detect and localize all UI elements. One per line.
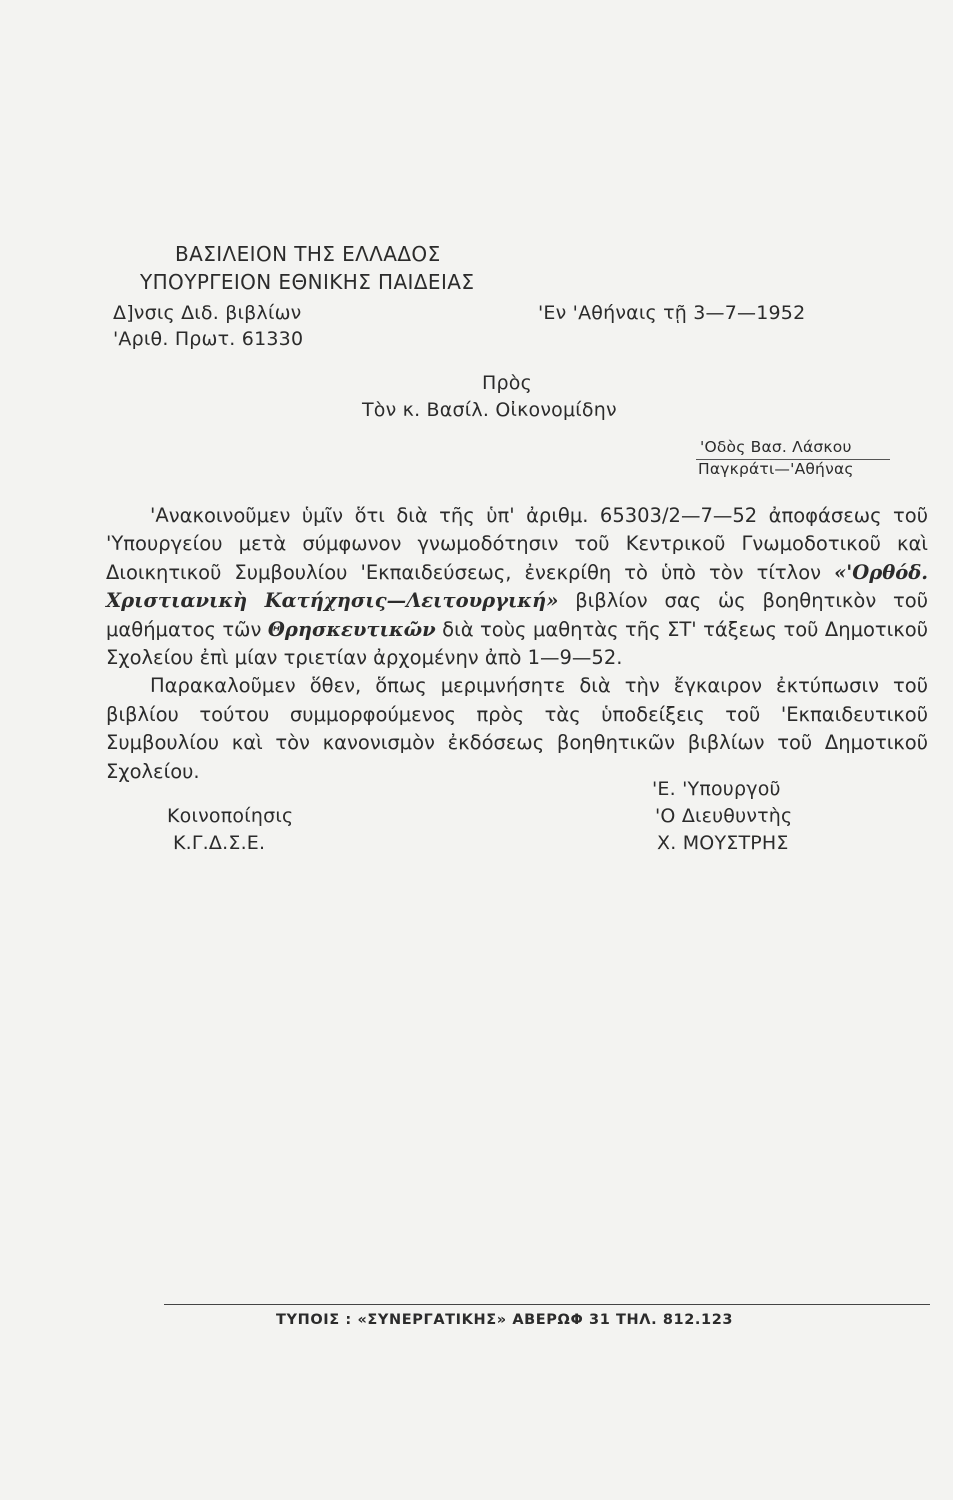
- book-title: «'Ορθόδ. Χριστιανικὴ Κατήχησις—Λειτουργική»: [106, 560, 928, 613]
- kingdom-heading: ΒΑΣΙΛΕΙΟΝ ΤΗΣ ΕΛΛΑΔΟΣ: [175, 242, 441, 266]
- footer-divider: [164, 1304, 930, 1305]
- department-line: Δ]νσις Διδ. βιβλίων: [113, 302, 302, 324]
- cc-label: Κοινοποίησις: [167, 805, 294, 827]
- recipient-city: Παγκράτι—'Αθήνας: [698, 460, 854, 478]
- letter-date: 'Εν 'Αθήναις τῇ 3—7—1952: [538, 302, 806, 324]
- body-p1-end: διὰ τοὺς μαθητὰς τῆς ΣΤ' τάξεως τοῦ Δημοτικοῦ Σχολείου ἐπὶ μίαν τριετίαν ἀρχομένην ἀπὸ 1—9—52.: [106, 617, 928, 670]
- recipient-street: 'Οδὸς Βασ. Λάσκου: [700, 438, 852, 456]
- recipient-to-label: Πρὸς: [482, 372, 532, 394]
- subject-name: Θρησκευτικῶν: [267, 617, 436, 641]
- signatory-name: Χ. ΜΟΥΣΤΡΗΣ: [657, 832, 789, 854]
- body-paragraph-1: [106, 502, 928, 672]
- ministry-heading: ΥΠΟΥΡΓΕΙΟΝ ΕΘΝΙΚΗΣ ΠΑΙΔΕΙΑΣ: [140, 270, 475, 294]
- signature-on-behalf: 'Ε. 'Υπουργοῦ: [652, 778, 781, 800]
- signature-title: 'Ο Διευθυντὴς: [655, 805, 793, 827]
- body-p1-middle: βιβλίον σας ὡς βοηθητικὸν τοῦ μαθήματος τῶν: [106, 589, 928, 641]
- protocol-number: 'Αριθ. Πρωτ. 61330: [113, 328, 304, 350]
- body-paragraph-2: Παρακαλοῦμεν ὅθεν, ὅπως μεριμνήσητε διὰ τὴν ἔγκαιρον ἐκτύπωσιν τοῦ βιβλίου τούτου συμμορφούμενος πρὸς τὰς ὑποδείξεις τοῦ 'Εκπαιδευτικοῦ Συμβουλίου καὶ τὸν κανονισμὸν ἐκδόσεως βοηθητικῶν βιβλίων τοῦ Δημοτικοῦ Σχολείου.: [106, 674, 928, 783]
- body-p1-start: 'Ανακοινοῦμεν ὑμῖν ὅτι διὰ τῆς ὑπ' ἀριθμ. 65303/2—7—52 ἀποφάσεως τοῦ 'Υπουργείου μετὰ σύμφωνον γνωμοδότησιν τοῦ Κεντρικοῦ Γνωμοδοτικοῦ καὶ Διοικητικοῦ Συμβουλίου 'Εκπαιδεύσεως, ἐνεκρίθη τὸ ὑπὸ τὸν τίτλον: [106, 504, 928, 584]
- printer-imprint: ΤΥΠΟΙΣ : «ΣΥΝΕΡΓΑΤΙΚΗΣ» ΑΒΕΡΩΦ 31 ΤΗΛ. 812.123: [276, 1312, 734, 1328]
- cc-recipient: Κ.Γ.Δ.Σ.Ε.: [173, 832, 266, 854]
- letter-body: [106, 502, 928, 786]
- recipient-name: Τὸν κ. Βασίλ. Οἰκονομίδην: [362, 399, 617, 421]
